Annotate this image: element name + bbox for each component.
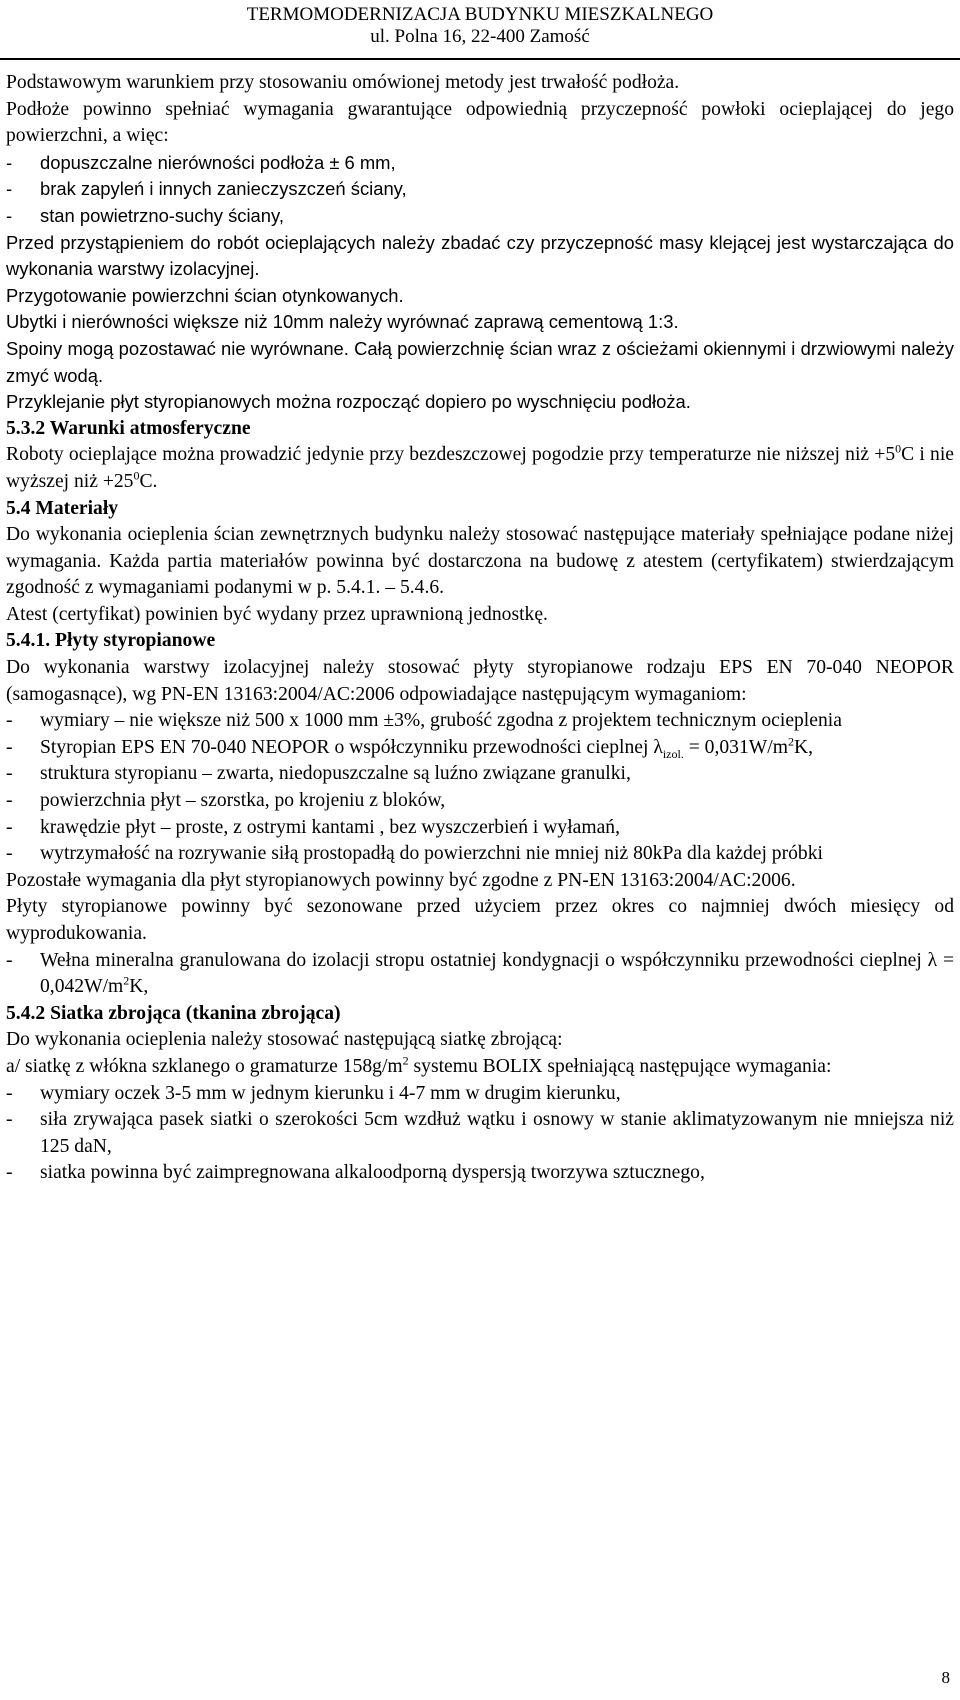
section-heading-5-4: 5.4 Materiały [6, 497, 119, 519]
paragraph: Spoiny mogą pozostawać nie wyrównane. Całą powierzchnię ścian wraz z ościeżami okiennymi i drzwiowymi należy zmyć wodą. [6, 337, 954, 386]
list-item: - siatka powinna być zaimpregnowana alkaloodporną dyspersją tworzywa sztucznego, [6, 1160, 954, 1187]
paragraph: Pozostałe wymagania dla płyt styropianowych powinny być zgodne z PN-EN 13163:2004/AC:2006. [6, 869, 796, 891]
list-item: - wytrzymałość na rozrywanie siłą prostopadłą do powierzchni nie mniej niż 80kPa dla każdej próbki [6, 841, 954, 868]
list-dash: - [6, 949, 13, 971]
list-item: - Wełna mineralna granulowana do izolacji stropu ostatniej kondygnacji o współczynniku przewodności cieplnej $\lambda = 0,042W/m^2K$, [6, 948, 954, 1001]
paragraph: Atest (certyfikat) powinien być wydany przez uprawnioną jednostkę. [6, 603, 548, 625]
list-dash: - [6, 1109, 13, 1131]
paragraph: Przed przystąpieniem do robót ocieplających należy zbadać czy przyczepność masy klejącej jest wystarczająca do wykonania warstwy izolacyjnej. [6, 231, 954, 280]
section-heading-5-4-1: 5.4.1. Płyty styropianowe [6, 630, 216, 652]
list-item: - powierzchnia płyt – szorstka, po krojeniu z bloków, [6, 788, 954, 815]
list-dash: - [6, 151, 13, 173]
paragraph: Roboty ocieplające można prowadzić jedynie przy bezdeszczowej pogodzie przy temperaturze nie niższej niż $+5^0C$ i nie wyższej niż $+25^0C$. [6, 441, 954, 492]
list-dash: - [6, 1082, 13, 1104]
list-item: - brak zapyleń i innych zanieczyszczeń ściany, [6, 176, 954, 203]
paragraph: Do wykonania ocieplenia ścian zewnętrznych budynku należy stosować następujące materiały spełniające podane niżej wymagania. Każda partia materiałów powinna być dostarczona na budowę z atestem (certyfikatem) stwierdzającym zgodność z wymaganiami podanymi w p. 5.4.1. – 5.4.6. [6, 524, 954, 599]
header-address: ul. Polna 16, 22-400 Zamość [370, 26, 590, 47]
paragraph: Ubytki i nierówności większe niż 10mm należy wyrównać zaprawą cementową 1:3. [6, 311, 679, 333]
list-dash: - [6, 790, 13, 812]
section-heading-5-4-2: 5.4.2 Siatka zbrojąca (tkanina zbrojąca) [6, 1002, 341, 1024]
paragraph: Podstawowym warunkiem przy stosowaniu omówionej metody jest trwałość podłoża. [6, 72, 680, 93]
paragraph: Przyklejanie płyt styropianowych można rozpocząć dopiero po wyschnięciu podłoża. [6, 391, 691, 413]
document-body [6, 70, 954, 1187]
paragraph: Przygotowanie powierzchni ścian otynkowanych. [6, 284, 404, 306]
list-item: - wymiary – nie większe niż 500 x 1000 mm ±3%, grubość zgodna z projektem technicznym ocieplenia [6, 708, 954, 735]
list-item: - krawędzie płyt – proste, z ostrymi kantami , bez wyszczerbień i wyłamań, [6, 815, 954, 842]
paragraph: Płyty styropianowe powinny być sezonowane przed użyciem przez okres co najmniej dwóch miesięcy od wyprodukowania. [6, 896, 954, 944]
list-item: - dopuszczalne nierówności podłoża ± 6 mm, [6, 150, 954, 177]
list-dash: - [6, 736, 13, 758]
list-dash: - [6, 710, 13, 732]
paragraph: a/ siatkę z włókna szklanego o gramaturze $158g/m^2$ systemu BOLIX spełniającą następujące wymagania: [6, 1053, 832, 1077]
list-dash: - [6, 1162, 13, 1184]
paragraph: Do wykonania warstwy izolacyjnej należy stosować płyty styropianowe rodzaju EPS EN 70-040 NEOPOR (samogasnące), wg PN-EN 13163:2004/AC:2006 odpowiadające następującym wymaganiom: [6, 657, 954, 705]
list-item: - Styropian EPS EN 70-040 NEOPOR o współczynniku przewodności cieplnej $\lambda_{izol.} = 0,031W/m^2K$, [6, 734, 814, 761]
list-item: - stan powietrzno-suchy ściany, [6, 203, 954, 230]
list-dash: - [6, 816, 13, 838]
page-header [0, 0, 960, 60]
paragraph: Do wykonania ocieplenia należy stosować następującą siatkę zbrojącą: [6, 1029, 563, 1051]
list-dash: - [6, 763, 13, 785]
list-item: - wymiary oczek 3-5 mm w jednym kierunku i 4-7 mm w drugim kierunku, [6, 1081, 954, 1108]
list-item: - struktura styropianu – zwarta, niedopuszczalne są luźno związane granulki, [6, 761, 954, 788]
page-number: 8 [941, 1668, 950, 1687]
list-dash: - [6, 204, 13, 226]
list-item: - siła zrywająca pasek siatki o szerokości 5cm wzdłuż wątku i osnowy w stanie aklimatyzowanym nie mniejsza niż 125 daN, [6, 1107, 954, 1160]
list-dash: - [6, 843, 13, 865]
list-dash: - [6, 178, 13, 200]
section-heading-5-3-2: 5.3.2 Warunki atmosferyczne [6, 417, 251, 439]
header-title: TERMOMODERNIZACJA BUDYNKU MIESZKALNEGO [246, 4, 714, 25]
paragraph: Podłoże powinno spełniać wymagania gwarantujące odpowiednią przyczepność powłoki ocieplającej do jego powierzchni, a więc: [6, 98, 954, 147]
